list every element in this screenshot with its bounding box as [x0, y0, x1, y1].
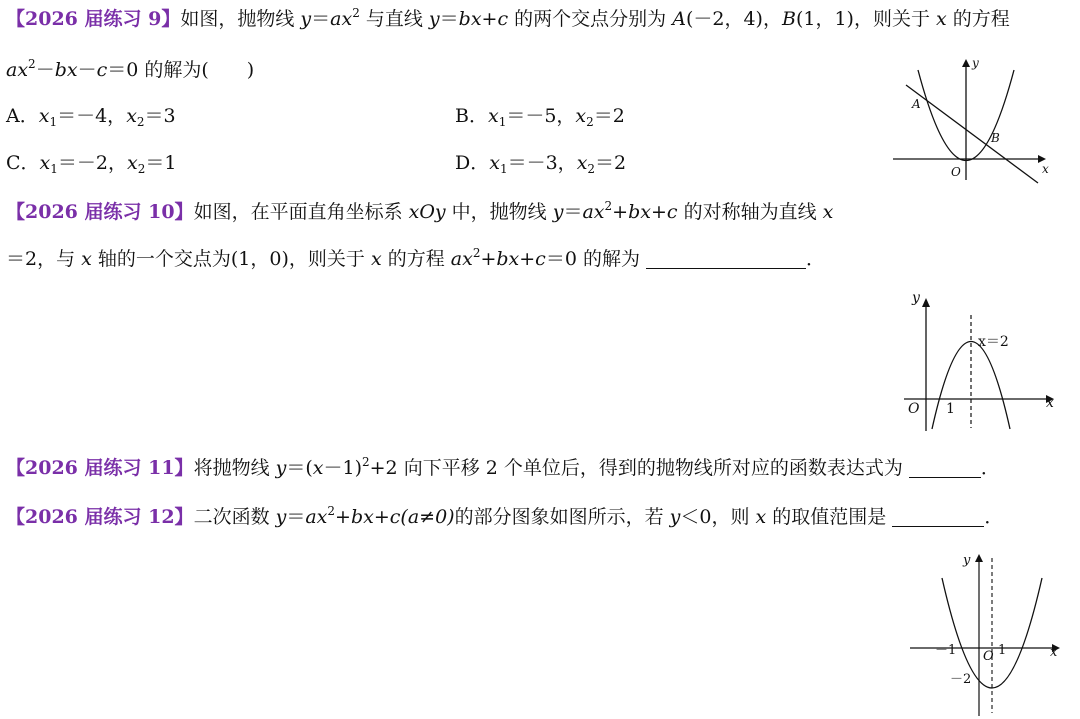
option-text: ＝－3，: [507, 152, 577, 174]
q12-text: 二次函数: [193, 506, 276, 528]
q11-text: －1): [323, 457, 362, 479]
q10-text: ．: [805, 248, 825, 270]
symmetry-axis-label: x＝2: [978, 334, 1009, 350]
q9-var: y: [300, 8, 312, 30]
q9-text: ＝: [311, 8, 331, 30]
q10-var: ax: [450, 248, 473, 270]
q10-var: x: [822, 201, 834, 223]
q10-text: 如图，在平面直角坐标系: [193, 201, 409, 223]
q9-sup: 2: [352, 6, 360, 20]
q10-var: ax: [582, 201, 605, 223]
q10-text: 的对称轴为直线: [677, 201, 823, 223]
option-text: ＝2: [593, 105, 625, 127]
q11-text: ＝(: [286, 457, 313, 479]
q9-var: y: [428, 8, 440, 30]
q10-var: +bx+c: [612, 201, 678, 223]
q9-var: ax: [330, 8, 353, 30]
q10-var: y: [552, 201, 564, 223]
option-sub: 1: [499, 162, 508, 176]
x-label: x: [1050, 645, 1058, 660]
q10-var: +bx+c: [480, 248, 546, 270]
answer-blank-q12[interactable]: [892, 506, 984, 527]
q10-var: x: [81, 248, 92, 270]
option-var: x: [126, 105, 137, 127]
q12-text: ＝: [286, 506, 306, 528]
q10-text: ＝: [563, 201, 583, 223]
option-var: x: [39, 152, 51, 174]
q9-text: ＝: [439, 8, 459, 30]
q12-text: 的取值范围是: [766, 506, 893, 528]
q10-line2: [6, 246, 825, 272]
tick-label-neg2: －2: [950, 672, 972, 687]
q9-graph: [888, 55, 1058, 185]
option-var: x: [576, 152, 588, 174]
q10-sup: 2: [604, 199, 613, 213]
q9-text: (－2，4)，: [685, 8, 782, 30]
q12-var: ax: [305, 506, 328, 528]
q12-tag: 【2026 届练习 12】: [6, 506, 194, 528]
q12-var: x: [755, 506, 767, 528]
q9-text: －: [35, 59, 55, 81]
q10-text: ＝0 的解为: [545, 248, 646, 270]
q9-var: ax: [6, 59, 29, 81]
option-sub: 2: [137, 162, 146, 176]
q9-text: (1，1)，则关于: [795, 8, 936, 30]
option-text: ＝3: [144, 105, 176, 127]
q11-line: [6, 455, 1000, 481]
q10-var: xOy: [408, 201, 446, 223]
point-a-label: A: [912, 97, 921, 111]
answer-blank-q10[interactable]: [646, 248, 806, 269]
q9-option-c[interactable]: [6, 150, 176, 176]
option-text: ＝－5，: [506, 105, 576, 127]
option-label: D．: [455, 152, 490, 174]
q10-graph: [900, 283, 1070, 433]
q9-var: B: [781, 8, 796, 30]
x-label: x: [1042, 162, 1049, 176]
origin-label: O: [951, 165, 961, 179]
origin-label: O: [908, 401, 920, 417]
q12-text: 的部分图象如图所示，若: [454, 506, 670, 528]
tick-label-neg1: －1: [935, 643, 957, 658]
q10-text: 中，抛物线: [445, 201, 553, 223]
q12-var: +bx+c(a≠0): [335, 506, 455, 528]
q9-sup: 2: [28, 57, 36, 71]
option-var: x: [489, 152, 500, 174]
q10-line1: [6, 199, 833, 225]
tick-label-1: 1: [946, 401, 955, 417]
point-b-label: B: [991, 131, 1000, 145]
option-var: x: [487, 105, 499, 127]
option-text: ＝－4，: [57, 105, 127, 127]
q11-text: 将抛物线: [193, 457, 276, 479]
x-label: x: [1046, 395, 1054, 411]
q12-var: y: [669, 506, 681, 528]
tick-label-1: 1: [998, 643, 1007, 658]
q9-line1: [6, 6, 1010, 32]
q10-tag: 【2026 届练习 10】: [6, 201, 194, 223]
y-label: y: [972, 56, 979, 70]
q10-text: 轴的一个交点为(1，0)，则关于: [91, 248, 371, 270]
q9-tag: 【2026 届练习 9】: [6, 8, 181, 30]
q9-text: 的方程: [946, 8, 1010, 30]
q11-text: +2 向下平移 2 个单位后，得到的抛物线所对应的函数表达式为: [369, 457, 909, 479]
q12-text: ＜0，则: [680, 506, 756, 528]
option-sub: 2: [136, 115, 145, 129]
q11-tag: 【2026 届练习 11】: [6, 457, 194, 479]
option-var: x: [575, 105, 587, 127]
q10-text: ＝2，与: [6, 248, 82, 270]
answer-blank-q11[interactable]: [909, 457, 981, 478]
q12-sup: 2: [327, 504, 336, 518]
q9-text: 与直线: [359, 8, 429, 30]
q9-var: c: [96, 59, 108, 81]
y-label: y: [963, 553, 971, 568]
q9-var: bx+c: [458, 8, 509, 30]
q11-var: x: [312, 457, 324, 479]
option-label: A．: [6, 105, 39, 127]
y-axis-arrow-icon: [922, 298, 930, 307]
q9-var: bx: [54, 59, 78, 81]
q11-text: ．: [980, 457, 1000, 479]
q9-line2: [6, 57, 254, 83]
option-sub: 2: [587, 162, 596, 176]
q9-option-d[interactable]: [455, 150, 626, 176]
q9-option-a[interactable]: [6, 103, 176, 129]
option-label: C．: [6, 152, 40, 174]
option-sub: 1: [50, 162, 58, 176]
q10-var: x: [370, 248, 382, 270]
q12-var: y: [275, 506, 287, 528]
q9-text: －: [77, 59, 97, 81]
option-text: ＝－2，: [57, 152, 127, 174]
option-text: ＝2: [595, 152, 627, 174]
q12-line: [6, 504, 1003, 530]
q9-text: 如图，抛物线: [180, 8, 301, 30]
option-text: ＝1: [145, 152, 177, 174]
y-axis-arrow-icon: [975, 554, 983, 562]
option-label: B．: [455, 105, 488, 127]
option-sub: 2: [586, 115, 594, 129]
option-var: x: [38, 105, 50, 127]
option-var: x: [127, 152, 138, 174]
y-label: y: [912, 290, 920, 306]
q9-text: ＝0 的解为( ): [107, 59, 255, 81]
q12-graph: [910, 548, 1070, 718]
q9-text: 的两个交点分别为: [508, 8, 673, 30]
line: [906, 85, 1038, 183]
q11-sup: 2: [362, 455, 370, 469]
q9-var: A: [672, 8, 686, 30]
option-sub: 1: [498, 115, 507, 129]
option-sub: 1: [49, 115, 58, 129]
origin-label: O: [983, 649, 994, 664]
q10-sup: 2: [472, 246, 481, 260]
q11-var: y: [275, 457, 287, 479]
y-axis-arrow-icon: [962, 59, 970, 67]
q10-text: 的方程: [381, 248, 451, 270]
q9-var: x: [935, 8, 947, 30]
q12-text: ．: [984, 506, 1004, 528]
q9-option-b[interactable]: [455, 103, 625, 129]
